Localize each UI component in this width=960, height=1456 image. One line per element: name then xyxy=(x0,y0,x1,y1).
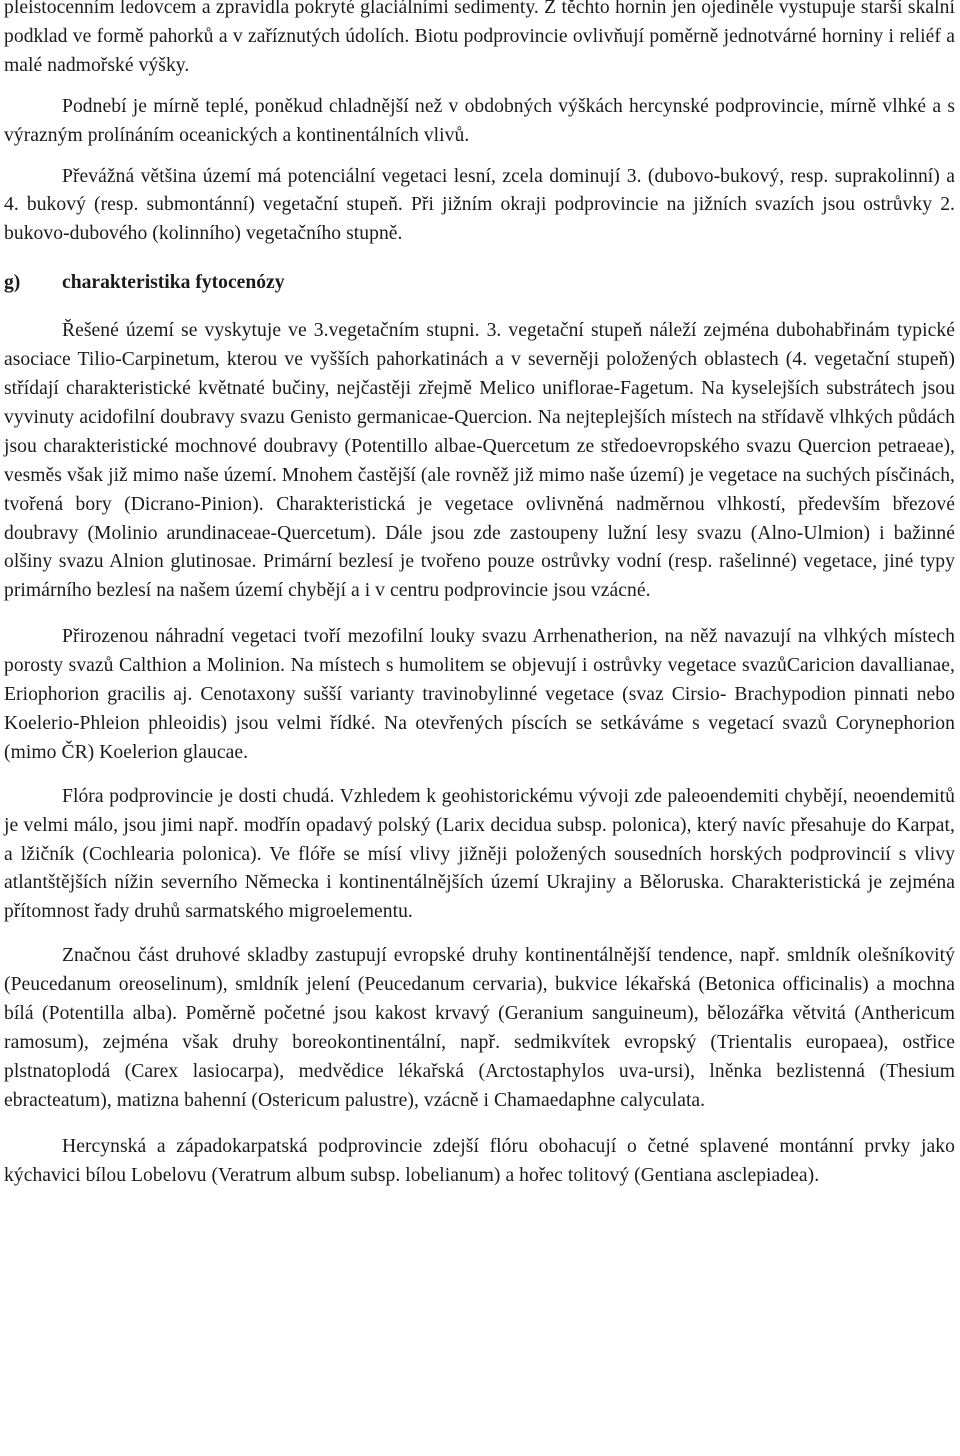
paragraph-phytocenosis: Řešené území se vyskytuje ve 3.vegetačním stupni. 3. vegetační stupeň náleží zejména dubohabřinám typické asociace Tilio-Carpinetum, kterou ve vyšších pahorkatinách a v severněji položených oblastech (4. vegetační stupeň) střídají charakteristické květnaté bučiny, nejčastěji zřejmě Melico uniflorae-Fagetum. Na kyselejších substrátech jsou vyvinuty acidofilní doubravy svazu Genisto germanicae-Quercion. Na nejteplejších místech na střídavě vlhkých půdách jsou charakteristické mochnové doubravy (Potentillo albae-Quercetum ze středoevropského svazu Quercion petraeae), vesměs však již mimo naše území. Mnohem častější (ale rovněž již mimo naše území) je vegetace na suchých písčinách, tvořená bory (Dicrano-Pinion). Charakteristická je vegetace ovlivněná nadměrnou vlhkostí, především březové doubravy (Molinio arundinaceae-Quercetum). Dále jsou zde zastoupeny lužní lesy svazu (Alno-Ulmion) i bažinné olšiny svazu Alnion glutinosae. Primární bezlesí je tvořeno pouze ostrůvky vodní (resp. rašelinné) vegetace, jiné typy primárního bezlesí na našem území chybějí a i v centru podprovincie jsou vzácné. xyxy=(4,320,955,602)
paragraph-climate: Podnebí je mírně teplé, poněkud chladnější než v obdobných výškách hercynské podprovincie, mírně vlhké a s výrazným prolínáním oceanických a kontinentálních vlivů. xyxy=(4,95,955,146)
document-page xyxy=(4,0,955,1191)
section-heading xyxy=(4,269,955,298)
paragraph-montane-elements: Hercynská a západokarpatská podprovincie zdejší flóru obohacují o četné splavené montánní prvky jako kýchavici bílou Lobelovu (Veratrum album subsp. lobelianum) a hořec tolitový (Gentiana asclepiadea). xyxy=(4,1135,955,1186)
paragraph-geology: pleistocenním ledovcem a zpravidla pokryté glaciálními sedimenty. Z těchto hornin jen ojediněle vystupuje starší skalní podklad ve formě pahorků a v zaříznutých údolích. Biotu podprovincie ovlivňují poměrně jednotvárné horniny i reliéf a malé nadmořské výšky. xyxy=(4,0,955,76)
paragraph-replacement-vegetation: Přirozenou náhradní vegetaci tvoří mezofilní louky svazu Arrhenatherion, na něž navazují na vlhkých místech porosty svazů Calthion a Molinion. Na místech s humolitem se objevují i ostrůvky vegetace svazůCaricion davallianae, Eriophorion gracilis aj. Cenotaxony sušší variantу travinobylinné vegetace (svaz Cirsio- Brachypodion pinnati nebo Koelerio-Phleion phleoidis) jsou velmi řídké. Na otevřených píscích se setkáváme s vegetací svazů Corynephorion (mimo ČR) Koelerion glaucae. xyxy=(4,626,955,763)
section-title: charakteristika fytocenózy xyxy=(62,272,285,294)
section-number: g) xyxy=(4,272,21,294)
paragraph-flora: Flóra podprovincie je dosti chudá. Vzhledem k geohistorickému vývoji zde paleoendemiti chybějí, neoendemitů je velmi málo, jsou jimi např. modřín opadavý polský (Larix decidua subsp. polonica), který navíc přesahuje do Karpat, a lžičník (Cochlearia polonica). Ve flóře se mísí vlivy jižněji položených sousedních horských podprovincií s vlivy atlantštějších nížin severního Německa i kontinentálnějších území Ukrajiny a Běloruska. Charakteristická je zejména přítomnost řady druhů sarmatského migroelementu. xyxy=(4,785,955,923)
paragraph-vegetation-potential: Převážná většina území má potenciální vegetaci lesní, zcela dominují 3. (dubovo-bukový, resp. suprakolinní) a 4. bukový (resp. submontánní) vegetační stupeň. Při jižním okraji podprovincie na jižních svazích jsou ostrůvky 2. bukovo-dubového (kolinního) vegetačního stupně. xyxy=(4,165,955,245)
paragraph-species-composition: Značnou část druhové skladby zastupují evropské druhy kontinentálnější tendence, např. smldník olešníkovitý (Peucedanum oreoselinum), smldník jelení (Peucedanum cervaria), bukvice lékařská (Betonica officinalis) a mochna bílá (Potentilla alba). Poměrně početné jsou kakost krvavý (Geranium sanguineum), bělozářka větvitá (Anthericum ramosum), zejména však druhy boreokontinentální, např. sedmikvítek evropský (Trientalis europaea), ostřice plstnatoplodá (Carex lasiocarpa), medvědice lékařská (Arctostaphylos uva-ursi), lněnka bezlistenná (Thesium ebracteatum), matizna bahenní (Ostericum palustre), vzácně i Chamaedaphne calyculata. xyxy=(4,945,955,1111)
